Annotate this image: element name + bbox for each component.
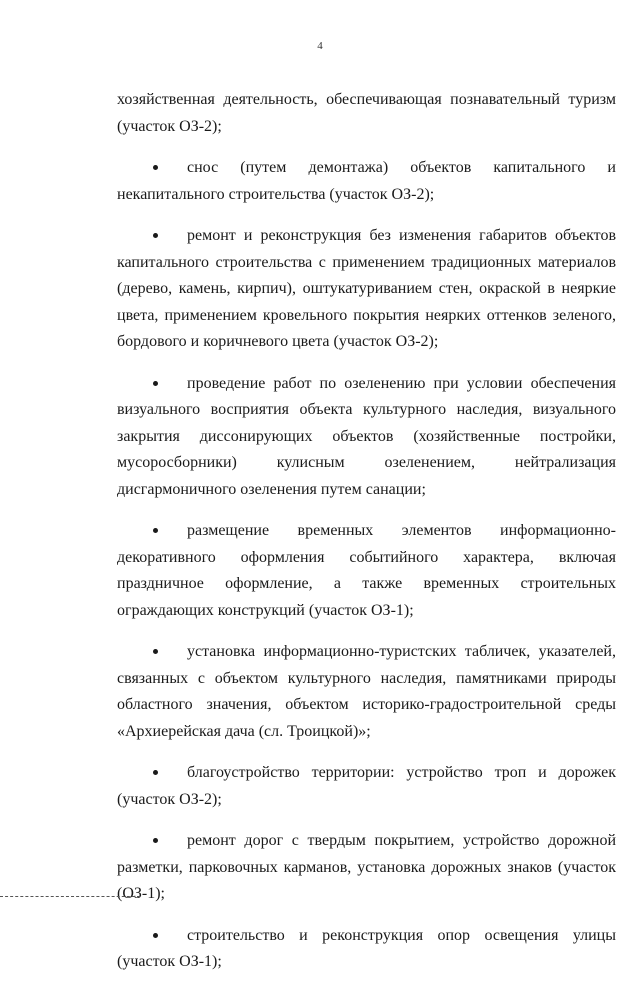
list-item-text: благоустройство территории: устройство троп и дорожек (участок ОЗ-2); xyxy=(117,764,616,808)
list-item xyxy=(117,371,616,504)
list-item-text: размещение временных элементов информационно-декоративного оформления событийного характера, включая праздничное оформление, а также временных строительных ограждающих конструкций (участок ОЗ-1); xyxy=(117,522,616,619)
list-item xyxy=(117,760,616,813)
list-item xyxy=(117,518,616,624)
continuation-text: хозяйственная деятельность, обеспечивающая познавательный туризм (участок ОЗ-2); xyxy=(117,91,616,135)
footer-rule xyxy=(0,896,140,897)
list-item-text: ремонт и реконструкция без изменения габаритов объектов капитального строительства с применением традиционных материалов (дерево, камень, кирпич), оштукатуриванием стен, окраской в неяркие цвета, применением кровельного покрытия неярких оттенков зеленого, бордового и коричневого цвета (участок ОЗ-2); xyxy=(117,227,616,350)
bullet-icon xyxy=(153,933,158,938)
list-item-text: снос (путем демонтажа) объектов капитального и некапитального строительства (участок ОЗ-2); xyxy=(117,159,616,203)
bullet-icon xyxy=(153,649,158,654)
list-item xyxy=(117,923,616,976)
bullet-icon xyxy=(153,381,158,386)
list-item-text: строительство и реконструкция опор освещения улицы (участок ОЗ-1); xyxy=(117,926,616,970)
bullet-icon xyxy=(153,165,158,170)
list-item xyxy=(117,639,616,745)
list-item-text: проведение работ по озеленению при условии обеспечения визуального восприятия объекта культурного наследия, визуального закрытия диссонирующих объектов (хозяйственные постройки, мусоросборники) кулисным озеленением, нейтрализация дисгармоничного озеленения путем санации; xyxy=(117,374,616,498)
page-number: 4 xyxy=(317,40,323,52)
list-item xyxy=(117,155,616,208)
bullet-icon xyxy=(153,528,158,533)
list-item-text: установка информационно-туристских табличек, указателей, связанных с объектом культурного наследия, памятниками природы областного значения, объектом историко-градостроительной среды «Архиерейская дача (сл. Троицкой)»; xyxy=(117,643,616,740)
list-item-text: ремонт дорог с твердым покрытием, устройство дорожной разметки, парковочных карманов, установка дорожных знаков (участок (ОЗ-1); xyxy=(117,832,616,902)
bullet-icon xyxy=(153,233,158,238)
list-item xyxy=(117,828,616,908)
document-body xyxy=(117,87,616,991)
bullet-icon xyxy=(153,838,158,843)
bullet-icon xyxy=(153,770,158,775)
list-item xyxy=(117,223,616,356)
